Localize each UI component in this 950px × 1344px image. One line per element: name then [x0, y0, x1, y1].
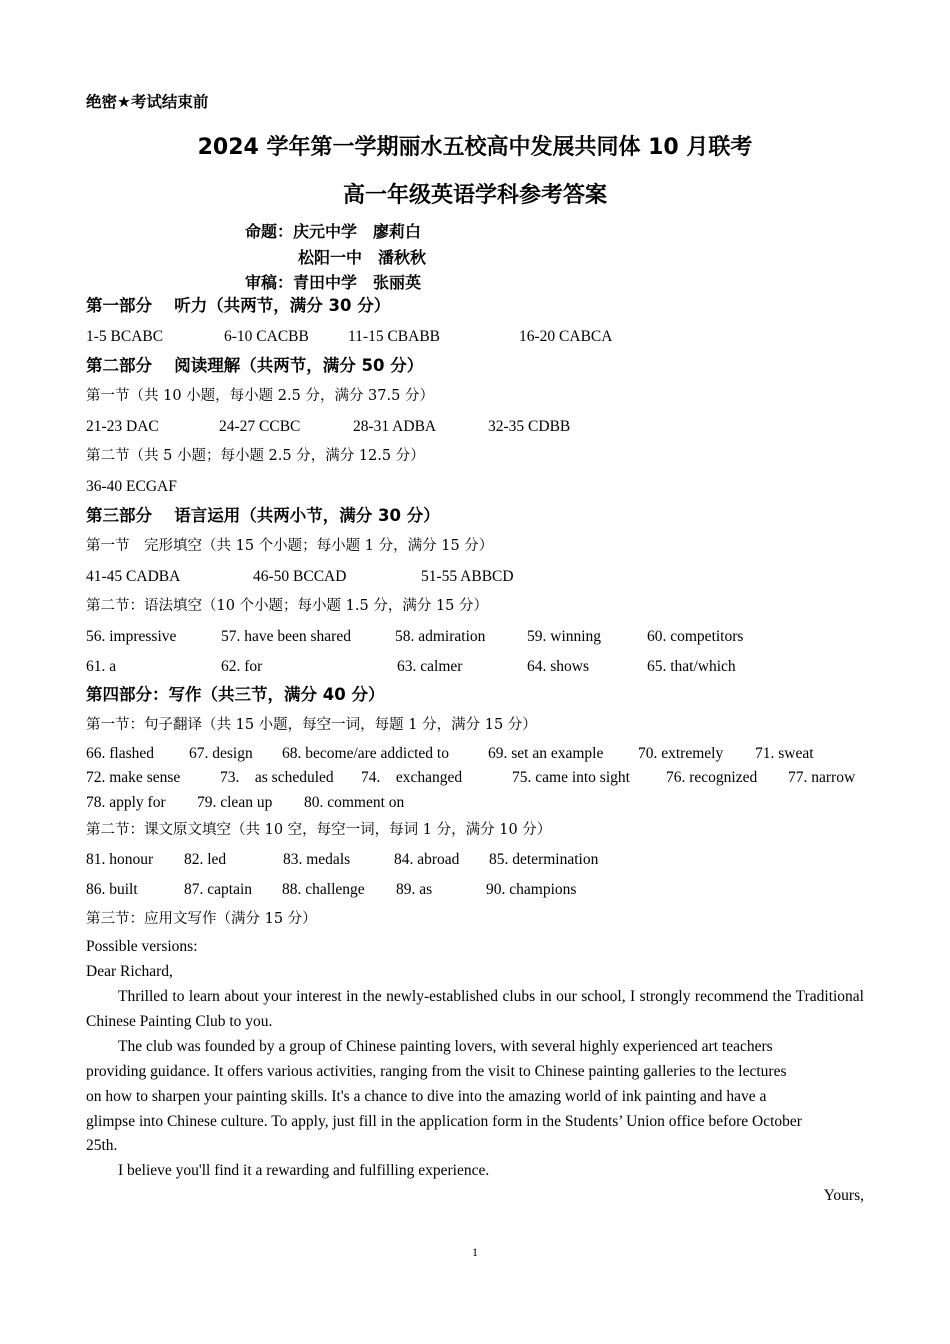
answer-item: 73. as scheduled [220, 769, 334, 786]
answer-item: 6-10 CACBB [224, 328, 309, 345]
part3-sec1-heading: 第一节 完形填空（共 15 个小题；每小题 1 分，满分 15 分） [86, 538, 494, 554]
answer-item: 60. competitors [647, 628, 744, 645]
answer-item: 11-15 CBABB [348, 328, 441, 345]
answer-item: 36-40 ECGAF [86, 478, 177, 495]
essay-paragraph-3: I believe you'll find it a rewarding and fulfilling experience. [118, 1162, 490, 1179]
part4-heading: 第四部分：写作（共三节，满分 40 分） [86, 685, 385, 704]
answer-item: 57. have been shared [221, 628, 351, 645]
answer-item: 21-23 DAC [86, 418, 159, 435]
confidential-label: 绝密★考试结束前 [86, 93, 209, 111]
answer-item: 86. built [86, 881, 138, 898]
part3-sec2-heading: 第二节：语法填空（10 个小题；每小题 1.5 分，满分 15 分） [86, 598, 489, 614]
answer-item: 32-35 CDBB [488, 418, 571, 435]
essay-p2-line-3: on how to sharpen your painting skills. It's a chance to dive into the amazing world of ink painting and have a [86, 1088, 767, 1105]
answer-item: 87. captain [184, 881, 253, 898]
answer-item: 88. challenge [282, 881, 365, 898]
answer-item: 90. champions [486, 881, 577, 898]
author-line-1: 命题：庆元中学 廖莉白 [245, 222, 422, 241]
answer-item: 85. determination [489, 851, 599, 868]
answer-item: 84. abroad [394, 851, 460, 868]
answer-item: 28-31 ADBA [353, 418, 437, 435]
answer-item: 83. medals [283, 851, 351, 868]
answer-item: 58. admiration [395, 628, 486, 645]
part4-sec2-heading: 第二节：课文原文填空（共 10 空，每空一词，每词 1 分，满分 10 分） [86, 822, 552, 838]
answer-item: 56. impressive [86, 628, 177, 645]
answer-item: 79. clean up [197, 794, 273, 811]
answer-item: 81. honour [86, 851, 154, 868]
answer-item: 62. for [221, 658, 263, 675]
essay-greeting: Dear Richard, [86, 963, 173, 980]
essay-paragraph-1-text: Thrilled to learn about your interest in the newly-established clubs in our school, I strongly recommend the Traditional Chinese Painting Club to you. [86, 988, 864, 1030]
answer-item: 24-27 CCBC [219, 418, 301, 435]
answer-item: 65. that/which [647, 658, 736, 675]
answer-item: 71. sweat [755, 745, 814, 762]
answer-item: 41-45 CADBA [86, 568, 181, 585]
answer-item: 1-5 BCABC [86, 328, 164, 345]
answer-item: 68. become/are addicted to [282, 745, 449, 762]
answer-item: 69. set an example [488, 745, 604, 762]
part2-sec2-heading: 第二节（共 5 小题；每小题 2.5 分，满分 12.5 分） [86, 448, 425, 464]
author-line-2: 松阳一中 潘秋秋 [298, 248, 427, 267]
answer-item: 61. a [86, 658, 117, 675]
answer-item: 75. came into sight [512, 769, 630, 786]
answer-item: 72. make sense [86, 769, 181, 786]
answer-item: 77. narrow [788, 769, 856, 786]
answer-item: 78. apply for [86, 794, 166, 811]
essay-p2-line-2: providing guidance. It offers various activities, ranging from the visit to Chinese painting galleries to the lectures [86, 1063, 787, 1080]
answer-item: 66. flashed [86, 745, 155, 762]
essay-p2-line-1: The club was founded by a group of Chinese painting lovers, with several highly experienced art teachers [118, 1038, 773, 1055]
answer-item: 76. recognized [666, 769, 758, 786]
answer-item: 16-20 CABCA [519, 328, 613, 345]
document-title: 2024 学年第一学期丽水五校高中发展共同体 10 月联考 [197, 135, 753, 160]
answer-item: 80. comment on [304, 794, 405, 811]
part2-sec1-heading: 第一节（共 10 小题，每小题 2.5 分，满分 37.5 分） [86, 388, 434, 404]
page-number: 1 [472, 1245, 478, 1259]
part4-sec1-heading: 第一节：句子翻译（共 15 小题，每空一词，每题 1 分，满分 15 分） [86, 717, 537, 733]
answer-item: 63. calmer [397, 658, 463, 675]
answer-item: 82. led [184, 851, 227, 868]
part1-heading: 第一部分 听力（共两节，满分 30 分） [86, 296, 391, 315]
essay-paragraph-1 [86, 985, 864, 1035]
answer-item: 46-50 BCCAD [253, 568, 347, 585]
answer-item: 70. extremely [638, 745, 724, 762]
essay-p2-line-5: 25th. [86, 1137, 118, 1154]
part4-sec3-heading: 第三节：应用文写作（满分 15 分） [86, 911, 317, 927]
document-subtitle: 高一年级英语学科参考答案 [342, 183, 607, 208]
answer-item: 64. shows [527, 658, 590, 675]
part2-heading: 第二部分 阅读理解（共两节，满分 50 分） [86, 356, 424, 375]
answer-item: 51-55 ABBCD [421, 568, 514, 585]
answer-item: 59. winning [527, 628, 602, 645]
reviewer-line: 审稿：青田中学 张丽英 [245, 273, 422, 292]
essay-intro: Possible versions: [86, 938, 198, 955]
essay-closing: Yours, [823, 1187, 864, 1204]
answer-item: 74. exchanged [361, 769, 463, 786]
answer-item: 67. design [189, 745, 253, 762]
answer-item: 89. as [396, 881, 433, 898]
part3-heading: 第三部分 语言运用（共两小节，满分 30 分） [86, 506, 440, 525]
essay-p2-line-4: glimpse into Chinese culture. To apply, just fill in the application form in the Students’ Union office before October [86, 1113, 802, 1130]
